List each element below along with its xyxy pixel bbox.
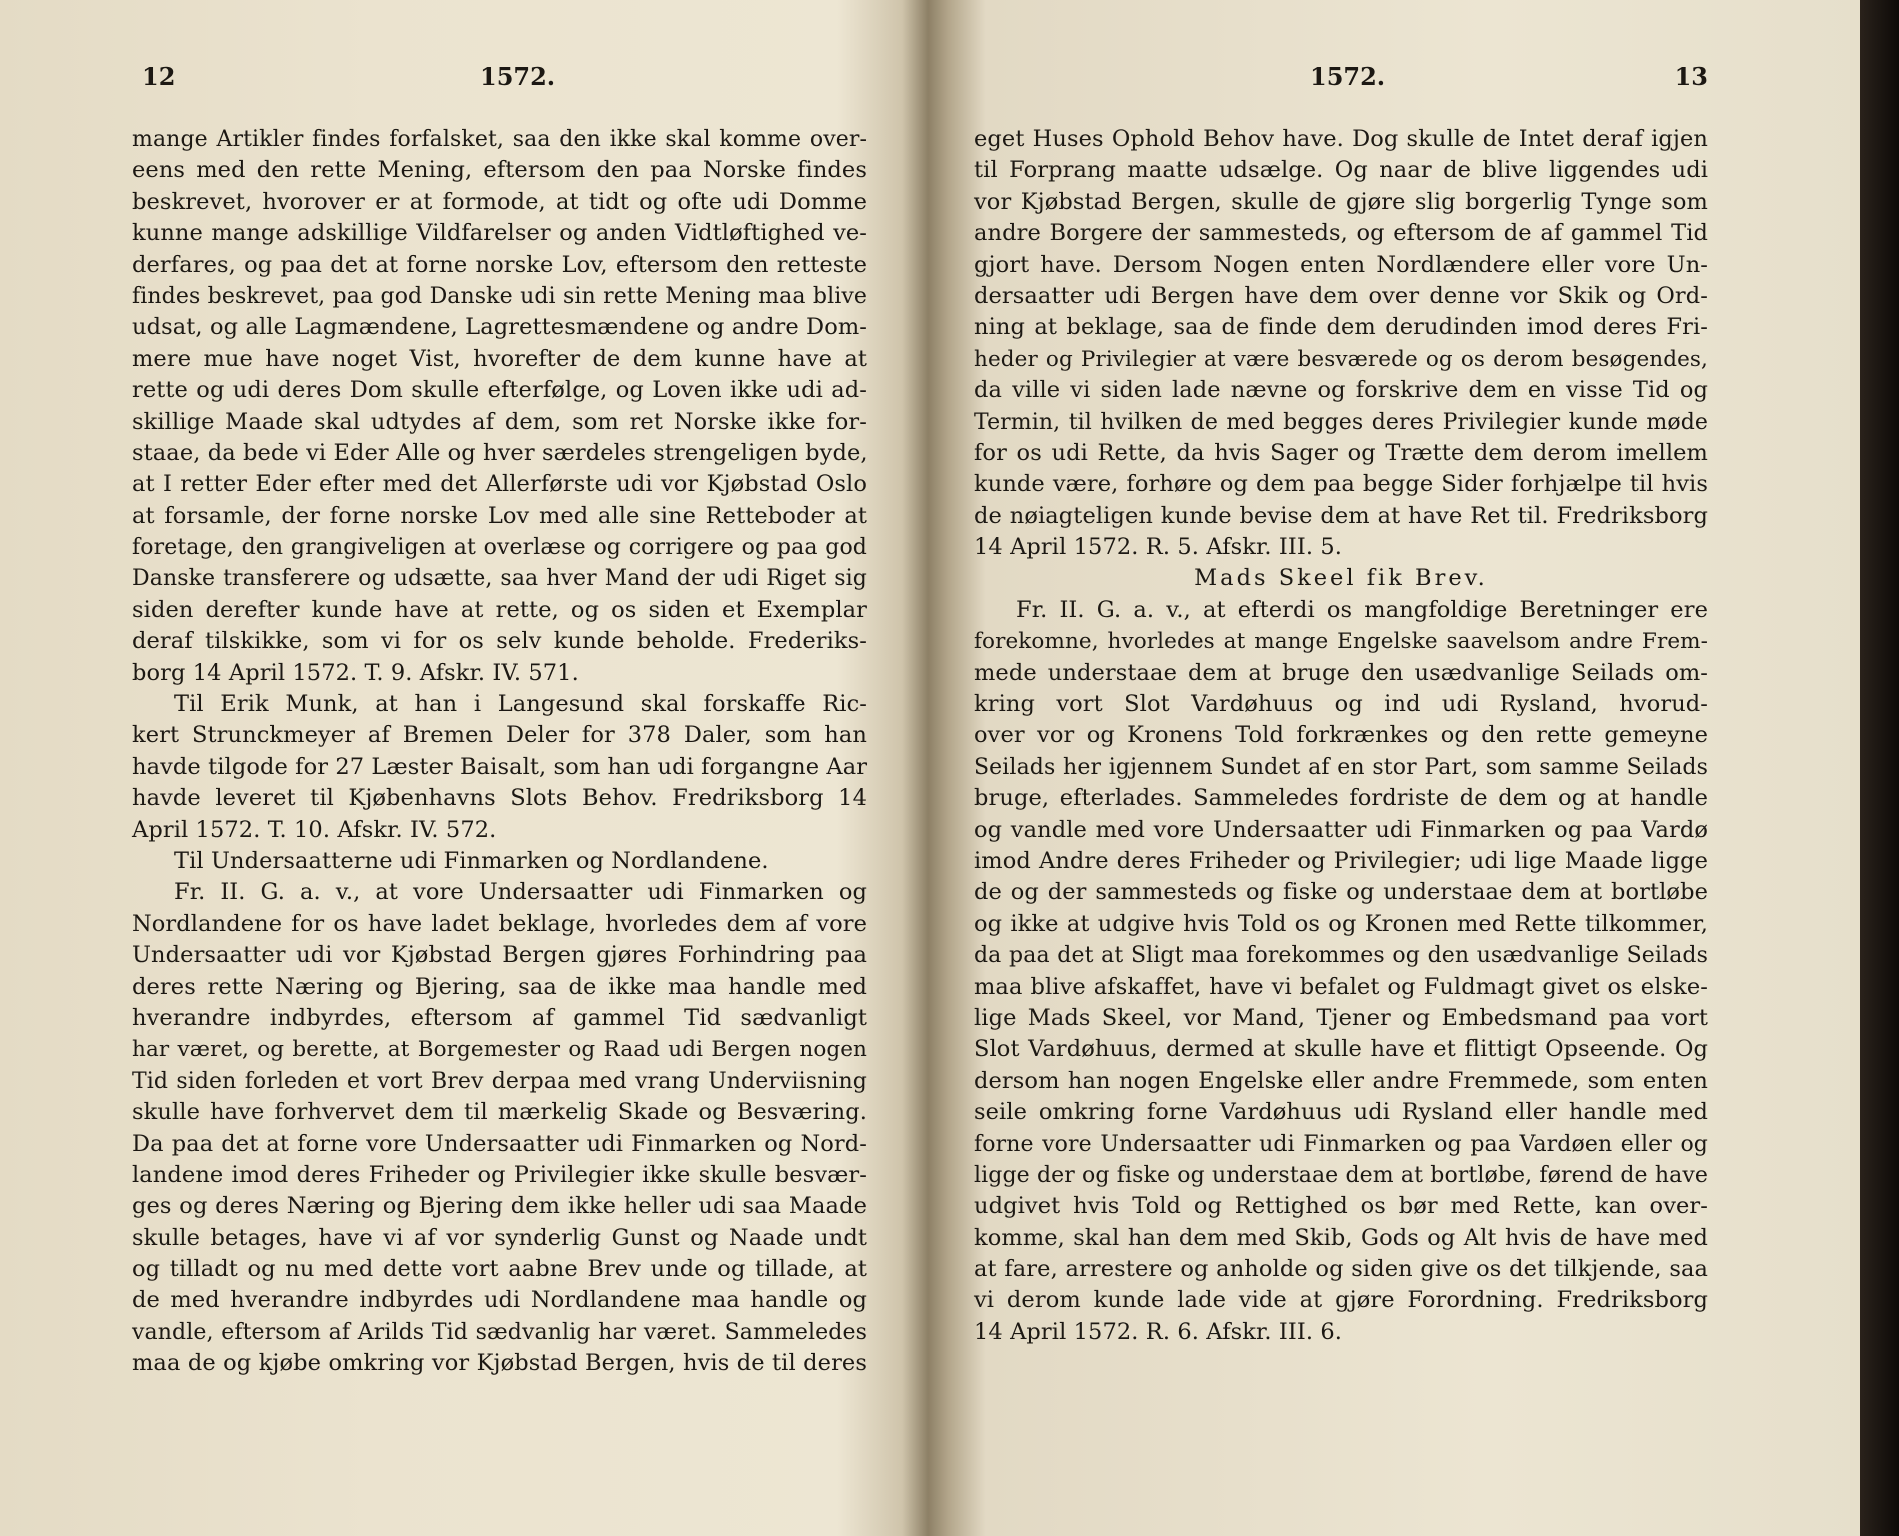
text-line: for os udi Rette, da hvis Sager og Trætte dem derom imellem [974,439,1708,466]
section-heading: Til Undersaatterne udi Finmarken og Nordlandene. [174,847,769,874]
text-line: at forsamle, der forne norske Lov med alle sine Retteboder at [132,502,867,529]
text-line: Termin, til hvilken de med begges deres Privilegier kunde møde [974,409,1708,435]
text-line: kunde være, forhøre og dem paa begge Sider forhjælpe til hvis [974,471,1708,498]
text-line: eens med den rette Mening, eftersom den paa Norske findes [132,157,867,184]
running-head-year: 1572. [480,62,556,91]
text-line: vandle, eftersom af Arilds Tid sædvanlig har været. Sammeledes [132,1319,867,1345]
text-line: udsat, og alle Lagmændene, Lagrettesmændene og andre Dom- [132,314,867,341]
text-line: skulle betages, have vi af vor synderlig Gunst og Naade undt [132,1224,867,1251]
text-line: heder og Privilegier at være besværede og os derom besøgendes, [974,346,1708,372]
text-line: mede understaae dem at bruge den usædvanlige Seilads om- [974,659,1708,686]
left-page-text [132,124,867,1380]
text-line: deres rette Næring og Bjering, saa de ikke maa handle med [132,973,867,1000]
text-line: Da paa det at forne vore Undersaatter udi Finmarken og Nord- [132,1130,867,1157]
text-line: mange Artikler findes forfalsket, saa den ikke skal komme over- [132,127,867,152]
section-heading: Mads Skeel fik Brev. [1194,565,1488,592]
text-line: ligge der og fiske og understaae dem at bortløbe, førend de have [974,1162,1708,1188]
text-line: og tilladt og nu med dette vort aabne Brev unde og tillade, at [132,1256,867,1283]
text-line: Slot Vardøhuus, dermed at skulle have et flittigt Opseende. Og [974,1036,1708,1063]
text-line: forekomne, hvorledes at mange Engelske saavelsom andre Frem- [974,629,1708,655]
text-line: imod Andre deres Friheder og Privilegier; udi lige Maade ligge [974,847,1708,874]
right-page-header [974,58,1708,98]
text-line: at I retter Eder efter med det Allerførste udi vor Kjøbstad Oslo [132,471,867,498]
text-line: til Forprang maatte udsælge. Og naar de blive liggendes udi [974,157,1708,184]
text-line: kring vort Slot Vardøhuus og ind udi Rysland, hvorud- [974,691,1708,718]
text-line: Nordlandene for os have ladet beklage, hvorledes dem af vore [132,910,867,937]
text-line: skillige Maade skal udtydes af dem, som ret Norske ikke for- [132,408,867,435]
text-line: foretage, den grangiveligen at overlæse og corrigere og paa god [132,535,867,561]
page-number: 13 [1674,62,1708,91]
text-line: hverandre indbyrdes, eftersom af gammel Tid sædvanligt [132,1004,867,1031]
text-line: beskrevet, hvorover er at formode, at tidt og ofte udi Domme [132,188,867,215]
text-line: vi derom kunde lade vide at gjøre Forordning. Fredriksborg [974,1287,1708,1314]
text-line: udgivet hvis Told og Rettighed os bør med Rette, kan over- [974,1193,1708,1220]
text-line: dersom han nogen Engelske eller andre Fremmede, som enten [974,1067,1708,1094]
text-line: forne vore Undersaatter udi Finmarken og paa Vardøen eller og [974,1131,1708,1157]
text-line: kunne mange adskillige Vildfarelser og anden Vidtløftighed ve- [132,220,867,247]
text-line: Seilads her igjennem Sundet af en stor Part, som samme Seilads [974,754,1708,780]
text-line: gjort have. Dersom Nogen enten Nordlændere eller vore Un- [974,251,1708,278]
text-line: kert Strunckmeyer af Bremen Deler for 378 Daler, som han [132,722,867,749]
right-page [974,58,1708,1498]
text-line: derfares, og paa det at forne norske Lov, eftersom den retteste [132,251,867,278]
text-line: mere mue have noget Vist, hvorefter de dem kunne have at [132,345,867,372]
text-line: siden derefter kunde have at rette, og os siden et Exemplar [132,596,867,623]
text-line: komme, skal han dem med Skib, Gods og Alt hvis de have med [974,1224,1708,1251]
text-line: de med hverandre indbyrdes udi Nordlandene maa handle og [132,1287,867,1314]
right-page-text [974,124,1708,1348]
text-line: da ville vi siden lade nævne og forskrive dem en visse Tid og [974,377,1708,404]
text-line: eget Huses Ophold Behov have. Dog skulle de Intet deraf igjen [974,126,1708,152]
text-line: har været, og berette, at Borgemester og Raad udi Bergen nogen [132,1037,867,1063]
text-line: og vandle med vore Undersaatter udi Finmarken og paa Vardø [974,816,1708,843]
text-line: April 1572. T. 10. Afskr. IV. 572. [132,816,497,843]
text-line: findes beskrevet, paa god Danske udi sin rette Mening maa blive [132,283,867,309]
text-line: de og der sammesteds og fiske og understaae dem at bortløbe [974,879,1708,906]
scan-edge [1860,0,1899,1536]
text-line: landene imod deres Friheder og Privilegier ikke skulle besvær- [132,1161,867,1188]
text-line: vor Kjøbstad Bergen, skulle de gjøre slig borgerlig Tynge som [974,188,1708,215]
text-line: lige Mads Skeel, vor Mand, Tjener og Embedsmand paa vort [974,1004,1708,1031]
text-line: Til Erik Munk, at han i Langesund skal forskaffe Ric- [174,691,867,718]
text-line: da paa det at Sligt maa forekommes og den usædvanlige Seilads [974,943,1708,969]
text-line: ning at beklage, saa de finde dem derudinden imod deres Fri- [974,314,1708,341]
text-line: dersaatter udi Bergen have dem over denne vor Skik og Ord- [974,282,1708,309]
text-line: bruge, efterlades. Sammeledes fordriste de dem og at handle [974,785,1708,812]
page-number: 12 [142,62,176,91]
text-line: de nøiagteligen kunde bevise dem at have Ret til. Fredriksborg [974,502,1708,529]
text-line: 14 April 1572. R. 6. Afskr. III. 6. [974,1318,1343,1345]
text-line: skulle have forhvervet dem til mærkelig Skade og Besværing. [132,1099,867,1126]
text-line: Fr. II. G. a. v., at vore Undersaatter udi Finmarken og [174,879,867,906]
text-line: havde leveret til Kjøbenhavns Slots Behov. Fredriksborg 14 [132,785,867,812]
text-line: maa de og kjøbe omkring vor Kjøbstad Bergen, hvis de til deres [132,1350,867,1377]
text-line: staae, da bede vi Eder Alle og hver særdeles strengeligen byde, [132,439,868,466]
running-head-year: 1572. [1310,62,1386,91]
text-line: Danske transferere og udsætte, saa hver Mand der udi Riget sig [132,566,867,592]
text-line: seile omkring forne Vardøhuus udi Rysland eller handle med [974,1099,1708,1126]
text-line: deraf tilskikke, som vi for os selv kunde beholde. Frederiks- [132,628,867,655]
text-line: maa blive afskaffet, have vi befalet og Fuldmagt givet os elske- [974,973,1708,1000]
left-page-header [132,58,867,98]
text-line: borg 14 April 1572. T. 9. Afskr. IV. 571. [132,659,579,686]
text-line: 14 April 1572. R. 5. Afskr. III. 5. [974,534,1343,561]
text-line: over vor og Kronens Told forkrænkes og den rette gemeyne [974,722,1708,749]
text-line: ges og deres Næring og Bjering dem ikke heller udi saa Maade [132,1193,867,1220]
text-line: rette og udi deres Dom skulle efterfølge, og Loven ikke udi ad- [132,377,867,404]
text-line: Undersaatter udi vor Kjøbstad Bergen gjøres Forhindring paa [132,942,867,969]
text-line: andre Borgere der sammesteds, og eftersom de af gammel Tid [974,220,1708,247]
text-line: Tid siden forleden et vort Brev derpaa med vrang Underviisning [132,1068,867,1094]
left-page [132,58,867,1498]
text-line: at fare, arrestere og anholde og siden give os det tilkjende, saa [974,1256,1708,1283]
text-line: og ikke at udgive hvis Told os og Kronen med Rette tilkommer, [974,910,1708,937]
text-line: Fr. II. G. a. v., at efterdi os mangfoldige Beretninger ere [1016,596,1708,623]
text-line: havde tilgode for 27 Læster Baisalt, som han udi forgangne Aar [132,753,868,780]
